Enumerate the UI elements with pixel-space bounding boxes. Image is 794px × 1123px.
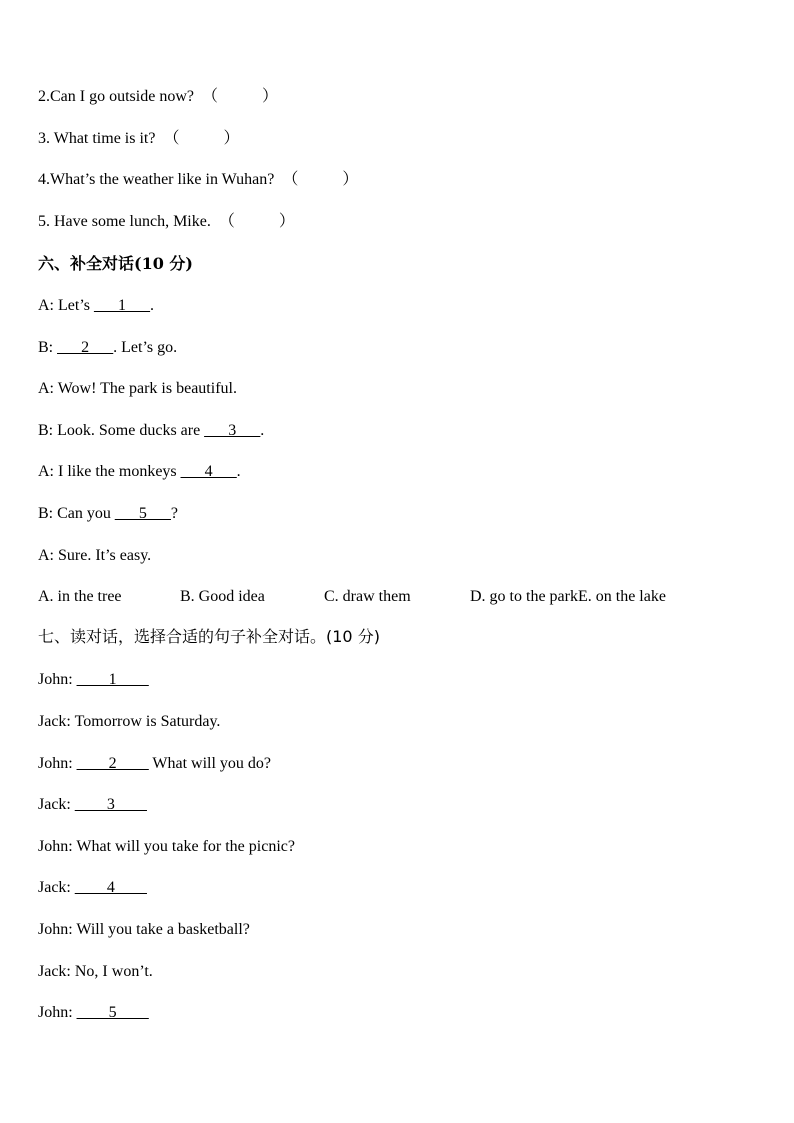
question-text: 2.Can I go outside now? bbox=[38, 88, 194, 105]
dialogue-line bbox=[38, 795, 147, 815]
option-c: C. draw them bbox=[324, 588, 411, 605]
dialogue-line bbox=[38, 421, 264, 441]
option-d-e: D. go to the parkE. on the lake bbox=[470, 588, 666, 605]
dialogue-text: John: bbox=[38, 755, 77, 772]
dialogue-text: . Let’s go. bbox=[113, 339, 178, 356]
dialogue-line bbox=[38, 379, 237, 399]
dialogue-text: . bbox=[260, 422, 265, 439]
dialogue-line bbox=[38, 754, 271, 774]
option-b: B. Good idea bbox=[180, 588, 265, 605]
dialogue-line bbox=[38, 670, 149, 690]
dialogue-line bbox=[38, 296, 154, 316]
dialogue-text: John: Will you take a basketball? bbox=[38, 921, 250, 938]
dialogue-text: What will you do? bbox=[148, 755, 272, 772]
answer-parens: （ ） bbox=[218, 213, 295, 230]
dialogue-line bbox=[38, 920, 250, 940]
dialogue-text: John: bbox=[38, 671, 77, 688]
dialogue-text: A: Wow! The park is beautiful. bbox=[38, 380, 237, 397]
dialogue-text: Jack: bbox=[38, 879, 75, 896]
question-4 bbox=[38, 170, 358, 190]
dialogue-text: John: What will you take for the picnic? bbox=[38, 838, 295, 855]
dialogue-line bbox=[38, 837, 295, 857]
answer-blank[interactable]: ____4____ bbox=[74, 879, 147, 896]
dialogue-line bbox=[38, 712, 220, 732]
dialogue-text: B: bbox=[38, 339, 58, 356]
dialogue-text: ? bbox=[170, 505, 178, 522]
question-3 bbox=[38, 129, 239, 149]
dialogue-text: A: I like the monkeys bbox=[38, 463, 181, 480]
section-7-title: 七、读对话，选择合适的句子补全对话。(10 分) bbox=[38, 627, 380, 646]
dialogue-text: . bbox=[150, 297, 154, 314]
answer-blank[interactable]: ___3___ bbox=[204, 422, 261, 439]
question-text: 5. Have some lunch, Mike. bbox=[38, 213, 211, 230]
dialogue-text: A: Let’s bbox=[38, 297, 94, 314]
dialogue-text: Jack: bbox=[38, 796, 75, 813]
answer-blank[interactable]: ___2___ bbox=[57, 339, 114, 356]
answer-blank[interactable]: ____3____ bbox=[74, 796, 147, 813]
answer-blank[interactable]: ____2____ bbox=[76, 755, 149, 772]
dialogue-line bbox=[38, 962, 153, 982]
question-text: 3. What time is it? bbox=[38, 130, 156, 147]
question-5 bbox=[38, 212, 295, 232]
question-2 bbox=[38, 87, 278, 107]
dialogue-text: John: bbox=[38, 1004, 77, 1021]
dialogue-line bbox=[38, 878, 147, 898]
dialogue-line bbox=[38, 1003, 149, 1023]
dialogue-line bbox=[38, 338, 177, 358]
answer-parens: （ ） bbox=[282, 171, 359, 188]
answer-parens: （ ） bbox=[201, 88, 278, 105]
dialogue-text: B: Look. Some ducks are bbox=[38, 422, 205, 439]
dialogue-text: Jack: No, I won’t. bbox=[38, 963, 153, 980]
answer-blank[interactable]: ___1___ bbox=[94, 297, 150, 314]
dialogue-line bbox=[38, 504, 178, 524]
question-text: 4.What’s the weather like in Wuhan? bbox=[38, 171, 275, 188]
dialogue-text: A: Sure. It’s easy. bbox=[38, 547, 152, 564]
dialogue-line bbox=[38, 546, 151, 566]
section-6-title: 六、补全对话(10 分) bbox=[38, 254, 193, 273]
answer-blank[interactable]: ___4___ bbox=[180, 463, 237, 480]
dialogue-text: . bbox=[236, 463, 241, 480]
dialogue-text: Jack: Tomorrow is Saturday. bbox=[38, 713, 221, 730]
answer-parens: （ ） bbox=[163, 130, 240, 147]
dialogue-line bbox=[38, 462, 241, 482]
answer-blank[interactable]: ____1____ bbox=[76, 671, 149, 688]
answer-blank[interactable]: ___5___ bbox=[114, 505, 171, 522]
dialogue-text: B: Can you bbox=[38, 505, 115, 522]
option-a: A. in the tree bbox=[38, 588, 122, 605]
answer-blank[interactable]: ____5____ bbox=[76, 1004, 149, 1021]
